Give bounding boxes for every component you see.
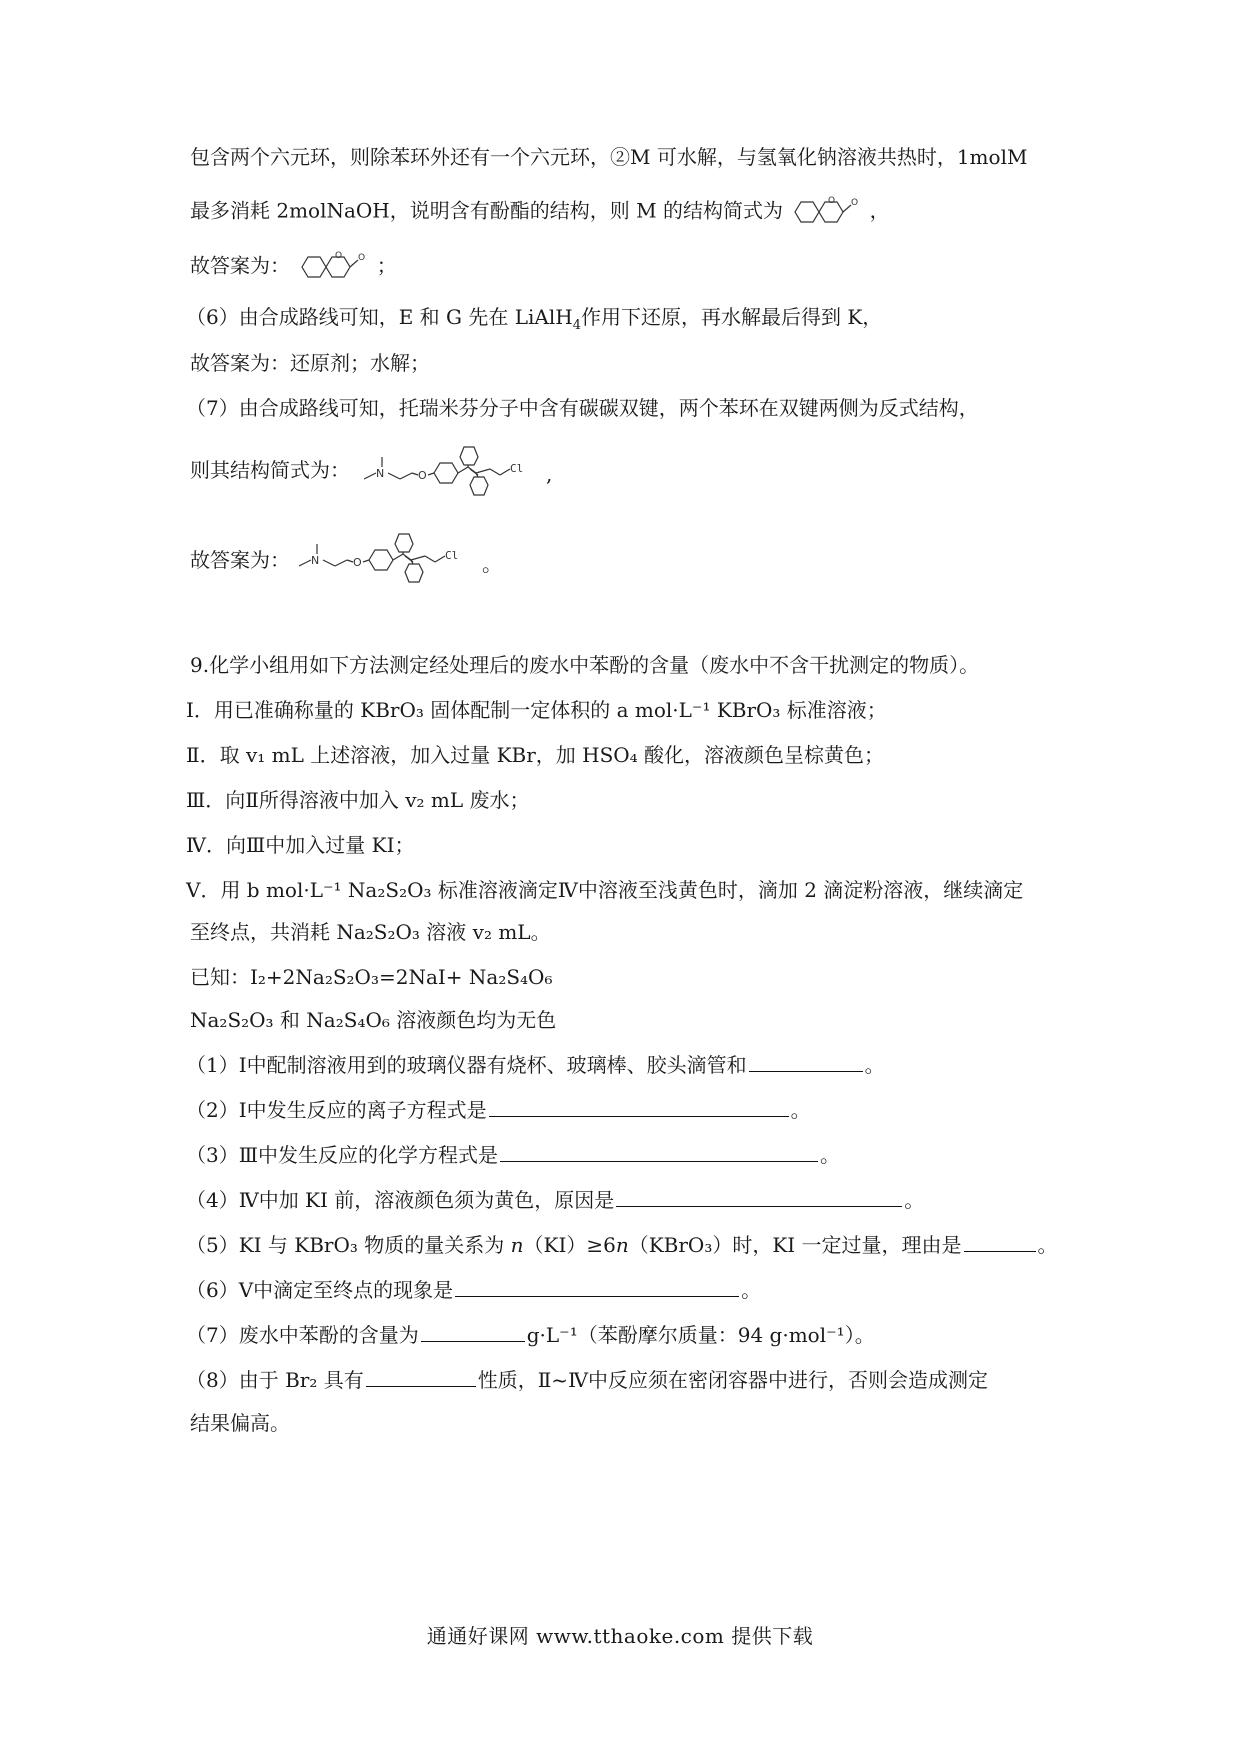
text-span: g·L⁻¹（苯酚摩尔质量：94 g·mol⁻¹）。 bbox=[526, 1323, 875, 1347]
oxygen-label: O bbox=[353, 556, 362, 569]
answer-blank-6[interactable] bbox=[455, 1276, 739, 1297]
answer-blank-7[interactable] bbox=[421, 1321, 525, 1342]
question9-part8-line2 bbox=[190, 1408, 1060, 1438]
question9-part5 bbox=[186, 1230, 1060, 1260]
question9-part6 bbox=[186, 1275, 1060, 1305]
text-span: 故答案为： bbox=[190, 253, 290, 278]
text-span: , bbox=[546, 462, 553, 486]
text-span: 作用下还原，再水解最后得到 K， bbox=[580, 305, 883, 329]
coumarin-structure-inline bbox=[789, 195, 863, 229]
question9-part1 bbox=[186, 1050, 1060, 1080]
text-span: Ⅱ．取 v₁ mL 上述溶液，加入过量 KBr，加 HSO₄ 酸化，溶液颜色呈棕黄色； bbox=[186, 743, 885, 767]
answer7-struct-label bbox=[190, 455, 1060, 485]
question9-part3 bbox=[186, 1140, 1060, 1170]
text-span: （6）由合成路线可知，E 和 G 先在 LiAlH bbox=[186, 305, 573, 329]
coumarin-structure-answer bbox=[296, 250, 370, 284]
text-span: n bbox=[510, 1233, 524, 1257]
text-span: （6）Ⅴ中滴定至终点的现象是 bbox=[186, 1278, 454, 1302]
question9-known2 bbox=[190, 1005, 1060, 1035]
subscript: 4 bbox=[572, 318, 581, 333]
text-span: （5）KI 与 KBrO₃ 物质的量关系为 bbox=[186, 1233, 511, 1257]
question9-step4 bbox=[186, 830, 1060, 860]
question9-title bbox=[190, 650, 1060, 680]
text-span: （KI）≥6 bbox=[523, 1233, 616, 1257]
text-span: 至终点，共消耗 Na₂S₂O₃ 溶液 v₂ mL。 bbox=[190, 920, 551, 944]
text-span: 。 bbox=[904, 1188, 925, 1212]
text-span: Ⅰ．用已准确称量的 KBrO₃ 固体配制一定体积的 a mol·L⁻¹ KBrO₃ 标准溶液； bbox=[186, 698, 887, 722]
text-span: n bbox=[615, 1233, 629, 1257]
text-span: （2）Ⅰ中发生反应的离子方程式是 bbox=[186, 1098, 487, 1122]
text-span: 。 bbox=[864, 1053, 885, 1077]
text-span: 。 bbox=[820, 1143, 841, 1167]
text-span: 则其结构简式为： bbox=[190, 458, 350, 482]
question9-part4 bbox=[186, 1185, 1060, 1215]
question9-part8-line1 bbox=[186, 1365, 1060, 1395]
answer-blank-3[interactable] bbox=[500, 1141, 818, 1162]
text-span: （3）Ⅲ中发生反应的化学方程式是 bbox=[186, 1143, 499, 1167]
answer-blank-1[interactable] bbox=[749, 1051, 863, 1072]
answer-blank-8[interactable] bbox=[366, 1366, 476, 1387]
oxygen-label: O bbox=[335, 251, 343, 261]
text-span: 故答案为：还原剂；水解； bbox=[190, 351, 430, 375]
text-span: （8）由于 Br₂ 具有 bbox=[186, 1368, 364, 1392]
text-span: Ⅲ．向Ⅱ所得溶液中加入 v₂ mL 废水； bbox=[186, 788, 530, 812]
answer5-final bbox=[190, 250, 1060, 284]
text-span: 9.化学小组用如下方法测定经处理后的废水中苯酚的含量（废水中不含干扰测定的物质）。 bbox=[190, 653, 980, 677]
question9-step2 bbox=[186, 740, 1060, 770]
text-span: （1）Ⅰ中配制溶液用到的玻璃仪器有烧杯、玻璃棒、胶头滴管和 bbox=[186, 1053, 747, 1077]
question9-step5-line2 bbox=[190, 917, 1060, 947]
answer-blank-4[interactable] bbox=[616, 1186, 902, 1207]
oxygen-label: O bbox=[418, 469, 427, 482]
answer-blank-5[interactable] bbox=[964, 1231, 1036, 1252]
answer5-text-line2 bbox=[190, 195, 1060, 229]
toremifene-structure-1 bbox=[360, 425, 560, 525]
answer6-final bbox=[190, 348, 1060, 378]
oxygen-label: O bbox=[828, 196, 836, 206]
answer5-text-line1 bbox=[190, 142, 1060, 172]
text-span: 结果偏高。 bbox=[190, 1411, 290, 1435]
text-span: 最多消耗 2molNaOH，说明含有酚酯的结构，则 M 的结构简式为 bbox=[190, 198, 783, 223]
text-span: （KBrO₃）时，KI 一定过量，理由是 bbox=[628, 1233, 962, 1257]
text-span: 。 bbox=[790, 1098, 811, 1122]
text-span: 。 bbox=[1037, 1233, 1058, 1257]
chlorine-label: Cl bbox=[445, 549, 459, 562]
text-span: （7）由合成路线可知，托瑞米芬分子中含有碳碳双键，两个苯环在双键两侧为反式结构， bbox=[186, 396, 979, 420]
question9-step3 bbox=[186, 785, 1060, 815]
text-span: Ⅴ．用 b mol·L⁻¹ Na₂S₂O₃ 标准溶液滴定Ⅳ中溶液至浅黄色时，滴加 2 滴淀粉溶液，继续滴定 bbox=[186, 878, 1024, 902]
text-span: 已知：I₂+2Na₂S₂O₃=2NaI+ Na₂S₄O₆ bbox=[190, 965, 553, 989]
answer6-text bbox=[186, 302, 1060, 332]
text-span: ； bbox=[376, 253, 397, 278]
chlorine-label: Cl bbox=[510, 462, 524, 475]
text-span: ， bbox=[869, 198, 890, 223]
question9-part2 bbox=[186, 1095, 1060, 1125]
oxygen-label: O bbox=[358, 253, 366, 263]
text-span: （7）废水中苯酚的含量为 bbox=[186, 1323, 419, 1347]
nitrogen-label: N bbox=[376, 467, 385, 480]
question9-known1 bbox=[190, 962, 1060, 992]
toremifene-structure-2 bbox=[295, 512, 495, 612]
question9-part7 bbox=[186, 1320, 1060, 1350]
text-span: （4）Ⅳ中加 KI 前，溶液颜色须为黄色，原因是 bbox=[186, 1188, 615, 1212]
nitrogen-label: N bbox=[311, 554, 320, 567]
text-span: 。 bbox=[482, 552, 502, 576]
question9-step1 bbox=[186, 695, 1060, 725]
question9-step5-line1 bbox=[186, 875, 1060, 905]
text-span: Na₂S₂O₃ 和 Na₂S₄O₆ 溶液颜色均为无色 bbox=[190, 1008, 557, 1032]
text-span: 。 bbox=[741, 1278, 762, 1302]
answer-blank-2[interactable] bbox=[489, 1096, 789, 1117]
text-span: 性质，Ⅱ~Ⅳ中反应须在密闭容器中进行，否则会造成测定 bbox=[477, 1368, 989, 1392]
oxygen-label: O bbox=[851, 198, 859, 208]
page-footer: 通通好课网 www.tthaoke.com 提供下载 bbox=[426, 1624, 814, 1648]
text-span: Ⅳ．向Ⅲ中加入过量 KI； bbox=[186, 833, 415, 857]
text-span: 故答案为： bbox=[190, 548, 290, 572]
answer7-text bbox=[186, 393, 1060, 423]
text-span: 包含两个六元环，则除苯环外还有一个六元环，②M 可水解，与氢氧化钠溶液共热时，1molM bbox=[190, 145, 1028, 169]
